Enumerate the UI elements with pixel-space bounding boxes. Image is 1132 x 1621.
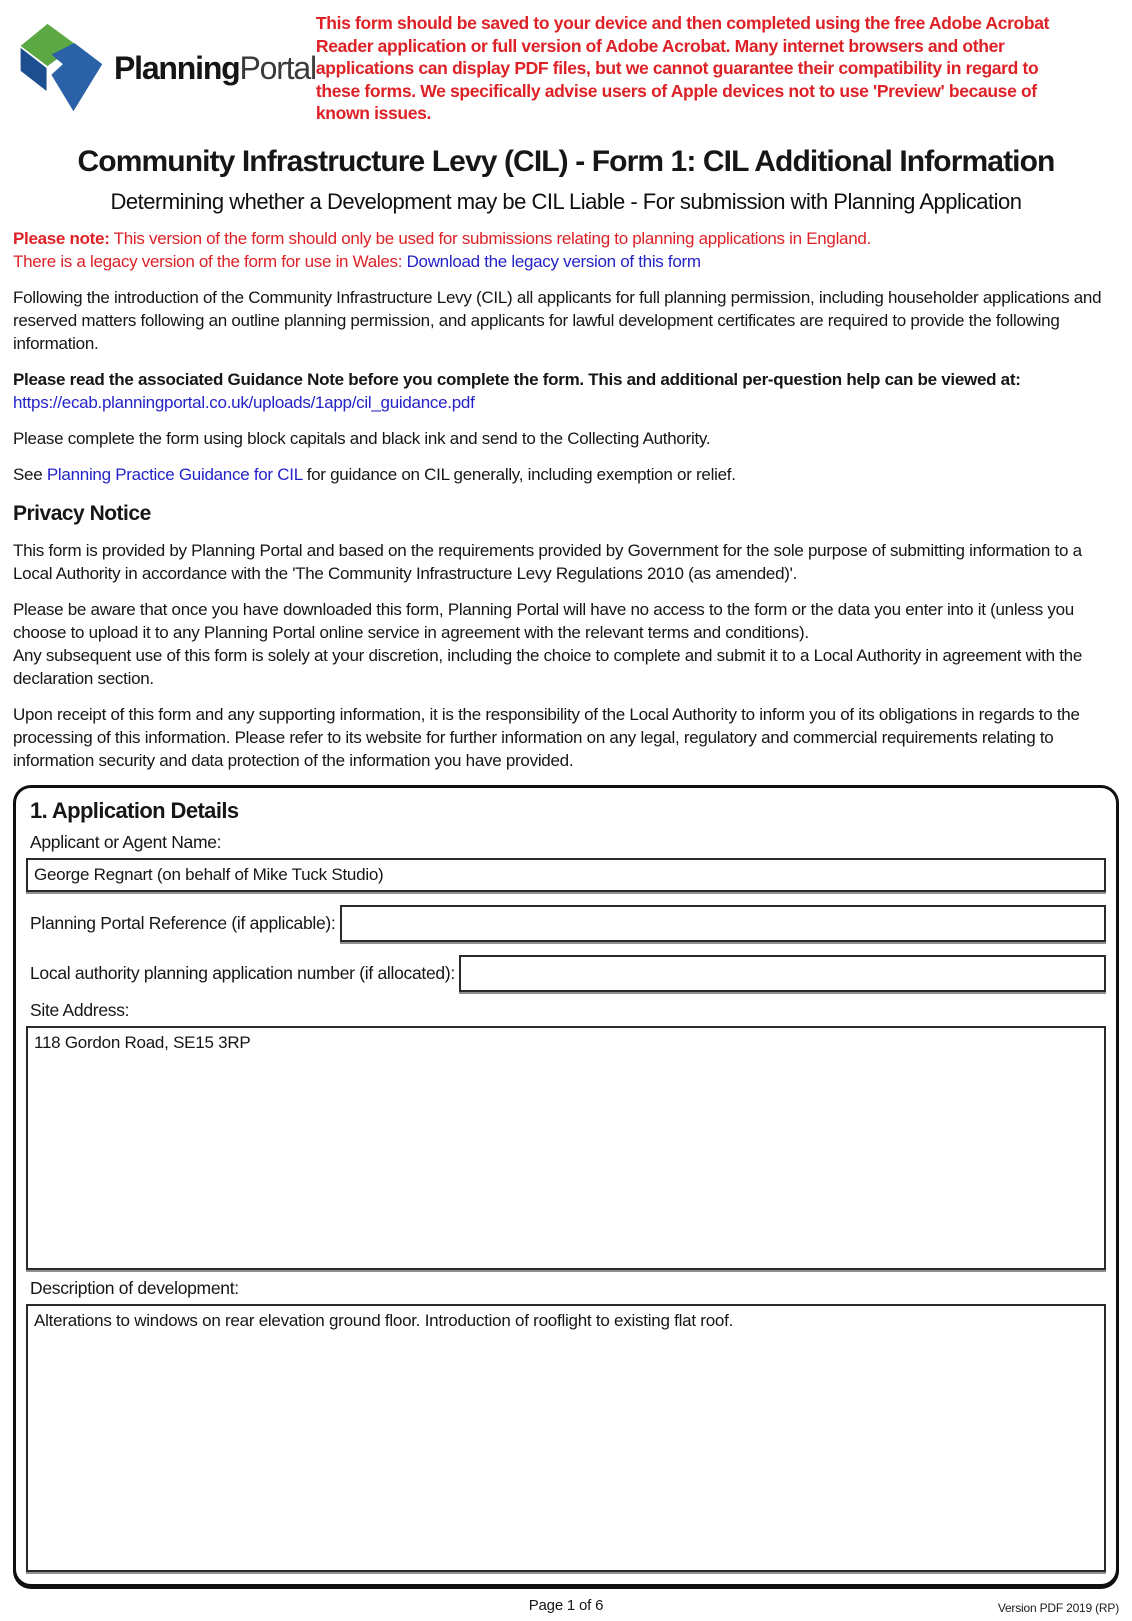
planning-portal-reference-row [26,905,1106,942]
please-note-label: Please note: [13,228,110,248]
page-subtitle: Determining whether a Development may be CIL Liable - For submission with Planning Application [110,188,1022,214]
brand-name-bold: Planning [114,49,240,86]
guidance-note-text: Please read the associated Guidance Note before you complete the form. This and additional per-question help can be viewed at: [13,369,1021,389]
brand-name [114,50,316,87]
intro-paragraph: Following the introduction of the Community Infrastructure Levy (CIL) all applicants for full planning permission, including householder applications and reserved matters following an outline planning permission, and applicants for lawful development certificates are required to provide the following information. [13,287,1102,353]
site-address-label: Site Address: [30,999,130,1020]
footer [0,1595,1132,1621]
see-suffix: for guidance on CIL generally, including exemption or relief. [302,464,736,484]
complete-note: Please complete the form using block capitals and black ink and send to the Collecting Authority. [13,428,711,448]
guidance-note-block [13,368,1119,414]
application-details-section [13,785,1119,1587]
applicant-name-field[interactable]: George Regnart (on behalf of Mike Tuck Studio) [26,858,1106,892]
la-number-label: Local authority planning application number (if allocated): [30,962,455,983]
la-number-field[interactable] [459,955,1106,992]
see-prefix: See [13,464,47,484]
brand-name-light: Portal [239,49,316,86]
page-number: Page 1 of 6 [528,1596,604,1614]
guidance-url-link[interactable]: https://ecab.planningportal.co.uk/uploads/1app/cil_guidance.pdf [13,392,475,412]
description-label: Description of development: [30,1277,239,1298]
wales-line [13,250,1119,273]
site-address-field[interactable]: 118 Gordon Road, SE15 3RP [26,1026,1106,1270]
version-label: Version PDF 2019 (RP) [997,1600,1119,1615]
practice-guidance-link[interactable]: Planning Practice Guidance for CIL [46,464,303,484]
la-number-row [26,955,1106,992]
description-field[interactable]: Alterations to windows on rear elevation ground floor. Introduction of rooflight to existing flat roof. [26,1304,1106,1572]
privacy-paragraph-2a: Please be aware that once you have downloaded this form, Planning Portal will have no access to the form or the data you enter into it (unless you choose to upload it to any Planning Portal online service in agreement with the relevant terms and conditions). [13,599,1074,642]
planning-portal-reference-label: Planning Portal Reference (if applicable): [30,912,336,933]
content [0,227,1132,772]
see-guidance-line [13,463,1119,486]
planning-portal-logo-icon [10,20,110,116]
privacy-paragraph-1: This form is provided by Planning Portal and based on the requirements provided by Government for the sole purpose of submitting information to a Local Authority in accordance with the 'The Community Infrastructure Levy Regulations 2010 (as amended)'. [13,540,1082,583]
privacy-paragraph-3: Upon receipt of this form and any supporting information, it is the responsibility of the Local Authority to inform you of its obligations in regards to the processing of this information. Please refer to its website for further information on any legal, regulatory and commercial requirements relating to information security and data protection of the information you have provided. [13,704,1080,770]
privacy-paragraph-2 [13,598,1119,690]
wales-text: There is a legacy version of the form for use in Wales: [13,251,407,271]
applicant-name-label: Applicant or Agent Name: [30,831,222,852]
header [0,0,1132,125]
legacy-form-link[interactable]: Download the legacy version of this form [406,251,701,271]
privacy-paragraph-2b: Any subsequent use of this form is solely at your discretion, including the choice to complete and submit it to a Local Authority in agreement with the declaration section. [13,645,1082,688]
application-details-heading: 1. Application Details [30,797,239,823]
header-warning-text: This form should be saved to your device and then completed using the free Adobe Acrobat Reader application or full version of Adobe Acrobat. Many internet browsers and other applications can display PDF files, but we cannot guarantee their compatibility in regard to these forms. We specifically advise users of Apple devices not to use 'Preview' because of known issues. [315,13,1050,123]
planning-portal-logo [10,8,316,116]
privacy-notice-heading: Privacy Notice [13,501,151,525]
please-note-text: This version of the form should only be used for submissions relating to planning applications in England. [109,228,871,248]
please-note-block [13,227,1119,273]
please-note-line [13,227,1119,250]
page-title: Community Infrastructure Levy (CIL) - Form 1: CIL Additional Information [77,144,1055,178]
planning-portal-reference-field[interactable] [340,905,1107,942]
